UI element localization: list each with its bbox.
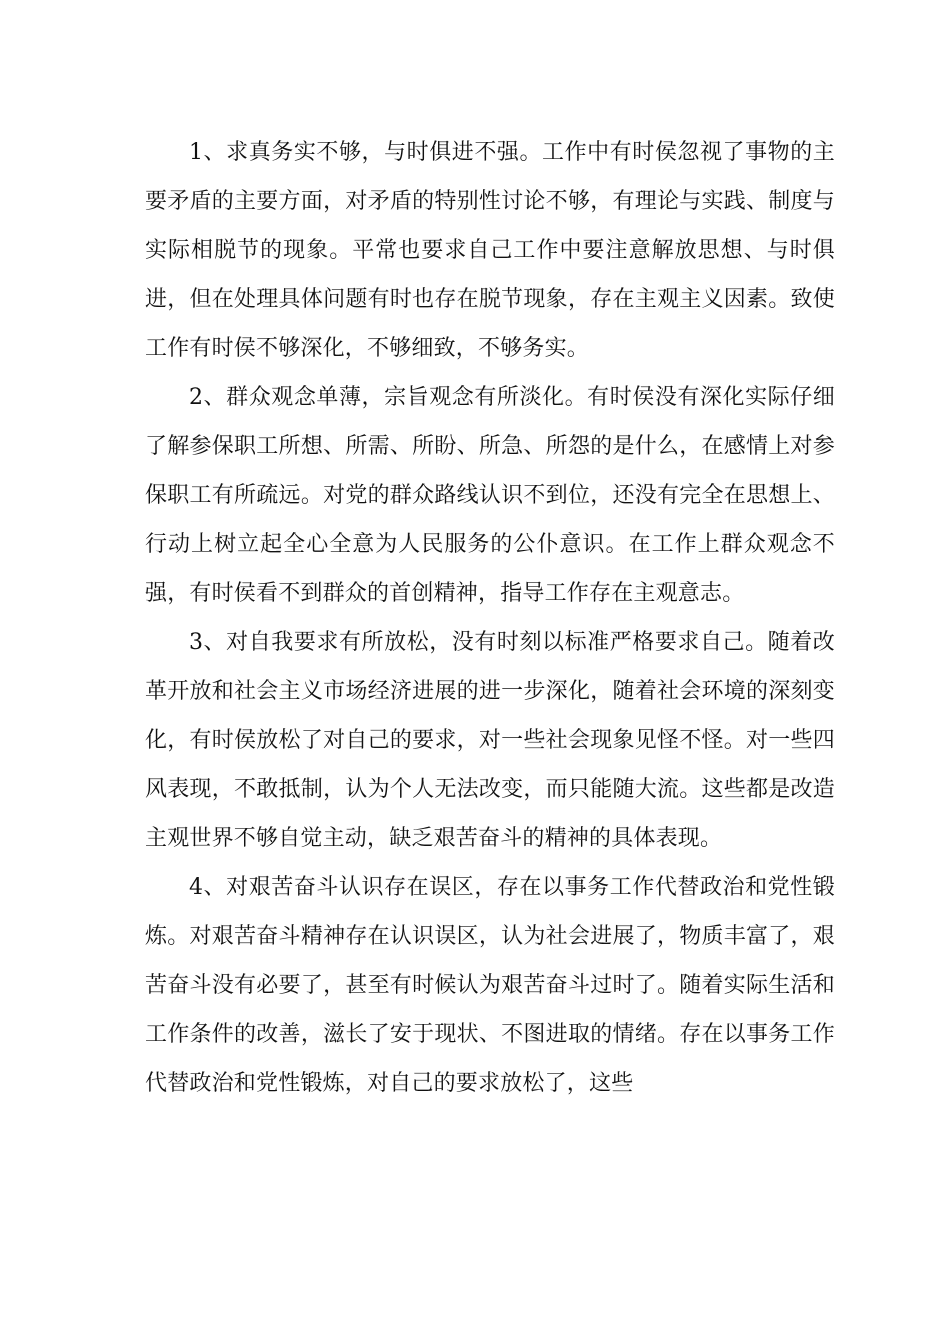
document-body — [145, 128, 835, 1108]
paragraph-1: 1、求真务实不够，与时俱进不强。工作中有时侯忽视了事物的主要矛盾的主要方面，对矛盾的特别性讨论不够，有理论与实践、制度与实际相脱节的现象。平常也要求自己工作中要注意解放思想、与时俱进，但在处理具体问题有时也存在脱节现象，存在主观主义因素。致使工作有时侯不够深化，不够细致，不够务实。 — [145, 140, 835, 361]
paragraph-4: 4、对艰苦奋斗认识存在误区，存在以事务工作代替政治和党性锻炼。对艰苦奋斗精神存在认识误区，认为社会进展了，物质丰富了，艰苦奋斗没有必要了，甚至有时候认为艰苦奋斗过时了。随着实际生活和工作条件的改善，滋长了安于现状、不图进取的情绪。存在以事务工作代替政治和党性锻炼，对自己的要求放松了，这些 — [145, 875, 835, 1096]
paragraph-3: 3、对自我要求有所放松，没有时刻以标准严格要求自己。随着改革开放和社会主义市场经济进展的进一步深化，随着社会环境的深刻变化，有时侯放松了对自己的要求，对一些社会现象见怪不怪。对一些四风表现，不敢抵制，认为个人无法改变，而只能随大流。这些都是改造主观世界不够自觉主动，缺乏艰苦奋斗的精神的具体表现。 — [145, 630, 835, 851]
paragraph-2: 2、群众观念单薄，宗旨观念有所淡化。有时侯没有深化实际仔细了解参保职工所想、所需、所盼、所急、所怨的是什么，在感情上对参保职工有所疏远。对党的群众路线认识不到位，还没有完全在思想上、行动上树立起全心全意为人民服务的公仆意识。在工作上群众观念不强，有时侯看不到群众的首创精神，指导工作存在主观意志。 — [145, 385, 835, 606]
